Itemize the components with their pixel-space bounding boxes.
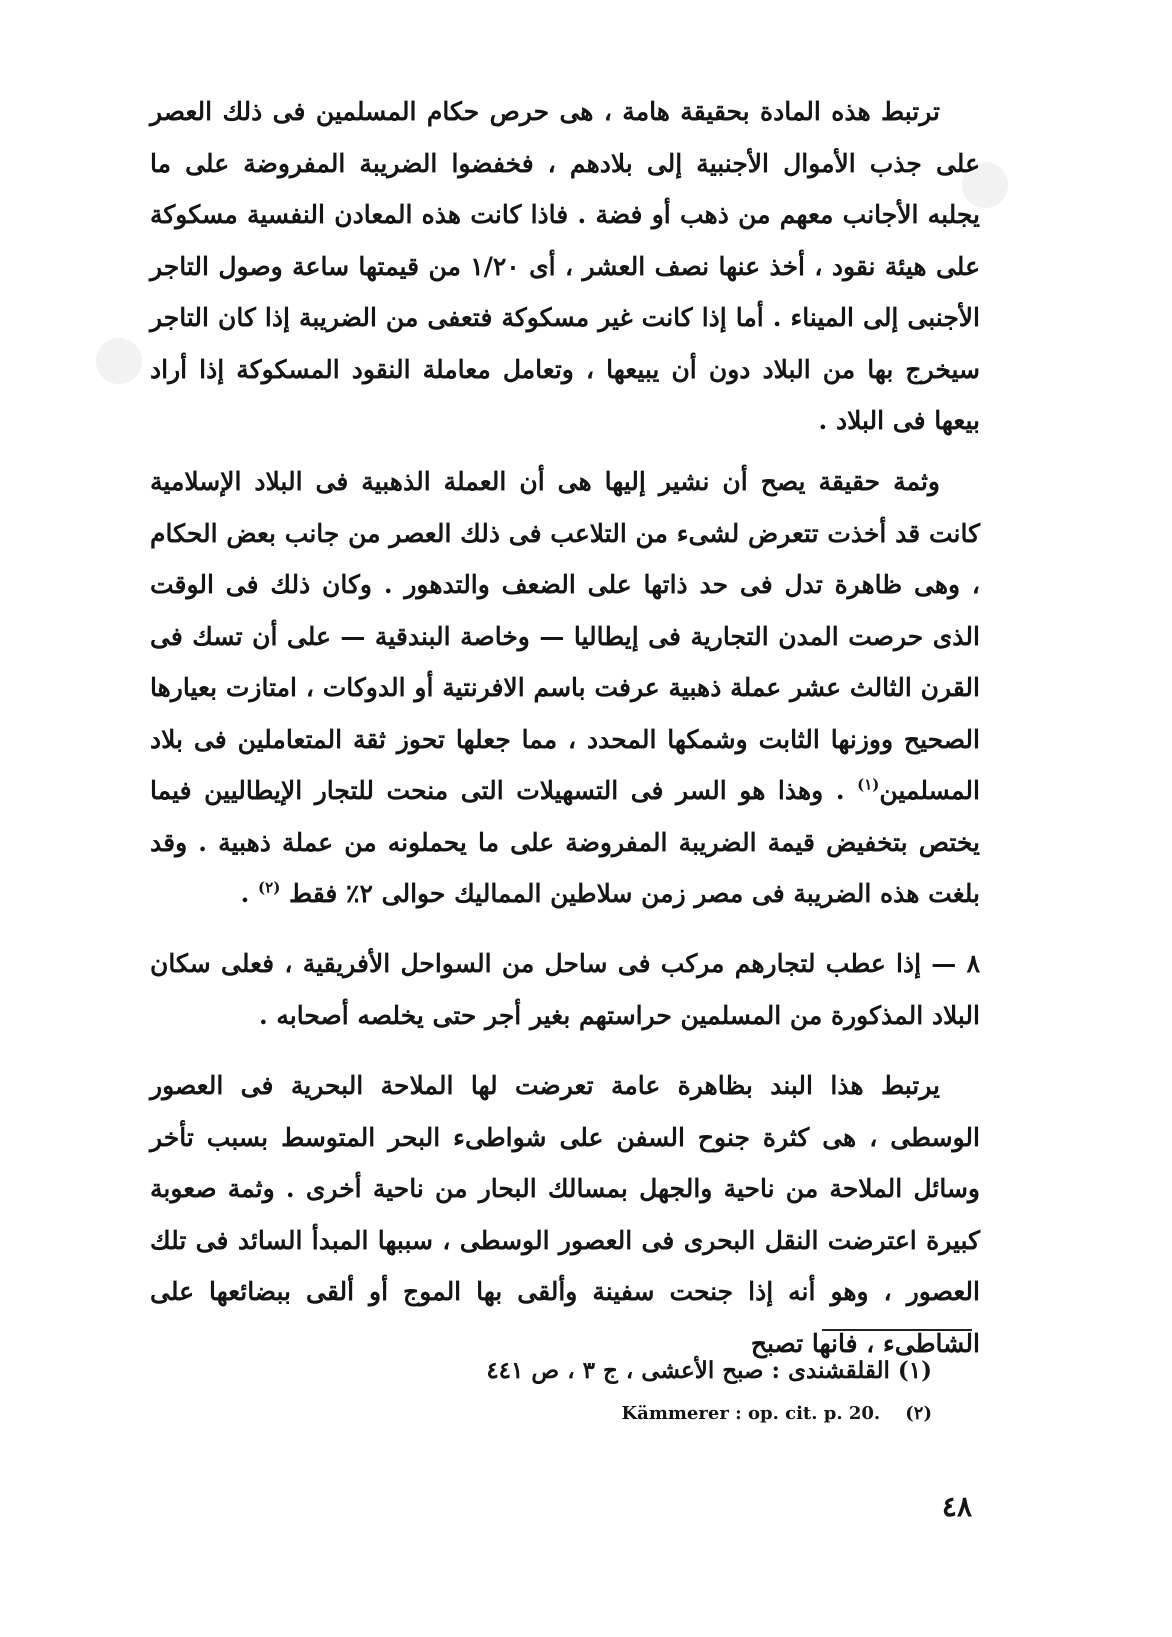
- footnote-ref-2: (٢): [258, 878, 281, 897]
- paragraph-gold-currency-end: .: [240, 879, 259, 908]
- footnote-2-citation: Kämmerer : op. cit. p. 20.: [621, 1403, 881, 1424]
- body-text-block-1: [150, 86, 980, 447]
- footnote-1: (١) القلقشندى : صبح الأعشى ، ج ٣ ، ص ٤٤١: [486, 1357, 932, 1384]
- footnote-separator: [822, 1329, 972, 1331]
- paragraph-gold-currency-text-cont: . وهذا هو السر فى التسهيلات التى منحت للتجار الإيطاليين فيما يختص بتخفيض قيمة الضريبة المفروضة على ما يحملونه من عملة ذهبية . وقد بلغت هذه الضريبة فى مصر زمن سلاطين المماليك حوالى ٢٪ فقط: [150, 776, 980, 908]
- paragraph-shipwreck: يرتبط هذا البند بظاهرة عامة تعرضت لها الملاحة البحرية فى العصور الوسطى ، هى كثرة جنوح السفن على شواطىء البحر المتوسط بسبب تأخر وسائل الملاحة من ناحية والجهل بمسالك البحار من ناحية أخرى . وثمة صعوبة كبيرة اعترضت النقل البحرى فى العصور الوسطى ، سببها المبدأ السائد فى تلك العصور ، وهو أنه إذا جنحت سفينة وألقى بها الموج أو ألقى ببضائعها على الشاطىء ، فانها تصبح: [150, 1071, 980, 1358]
- body-text-block-2: [150, 456, 980, 920]
- footnote-2-number: (٢): [905, 1403, 932, 1424]
- paragraph-gold-silver-tax: ترتبط هذه المادة بحقيقة هامة ، هى حرص حكام المسلمين فى ذلك العصر على جذب الأموال الأجنبية إلى بلادهم ، فخفضوا الضريبة المفروضة على ما يجلبه الأجانب معهم من ذهب أو فضة . فاذا كانت هذه المعادن النفسية مسكوكة على هيئة نقود ، أخذ عنها نصف العشر ، أى ١/٢٠ من قيمتها ساعة وصول التاجر الأجنبى إلى الميناء . أما إذا كانت غير مسكوكة فتعفى من الضريبة إذا كان التاجر سيخرج بها من البلاد دون أن يبيعها ، وتعامل معاملة النقود المسكوكة إذا أراد بيعها فى البلاد .: [150, 97, 980, 435]
- footnote-ref-1: (١): [857, 775, 880, 794]
- treaty-clause-8: ٨ — إذا عطب لتجارهم مركب فى ساحل من السواحل الأفريقية ، فعلى سكان البلاد المذكورة من المسلمين حراستهم بغير أجر حتى يخلصه أصحابه .: [150, 949, 980, 1030]
- body-text-block-3: [150, 938, 980, 1041]
- footnote-2: [622, 1403, 932, 1424]
- page-number: ٤٨: [941, 1490, 972, 1523]
- paragraph-gold-currency-text: وثمة حقيقة يصح أن نشير إليها هى أن العملة الذهبية فى البلاد الإسلامية كانت قد أخذت تتعرض لشىء من التلاعب فى ذلك العصر من جانب بعض الحكام ، وهى ظاهرة تدل فى حد ذاتها على الضعف والتدهور . وكان ذلك فى الوقت الذى حرصت المدن التجارية فى إيطاليا — وخاصة البندقية — على أن تسك فى القرن الثالث عشر عملة ذهبية عرفت باسم الافرنتية أو الدوكات ، امتازت بعيارها الصحيح ووزنها الثابت وشمكها المحدد ، مما جعلها تحوز ثقة المتعاملين فى بلاد المسلمين: [150, 467, 980, 805]
- punch-hole-mark: [96, 338, 142, 384]
- paragraph-gold-currency: [150, 456, 980, 920]
- body-text-block-4: [150, 1060, 980, 1369]
